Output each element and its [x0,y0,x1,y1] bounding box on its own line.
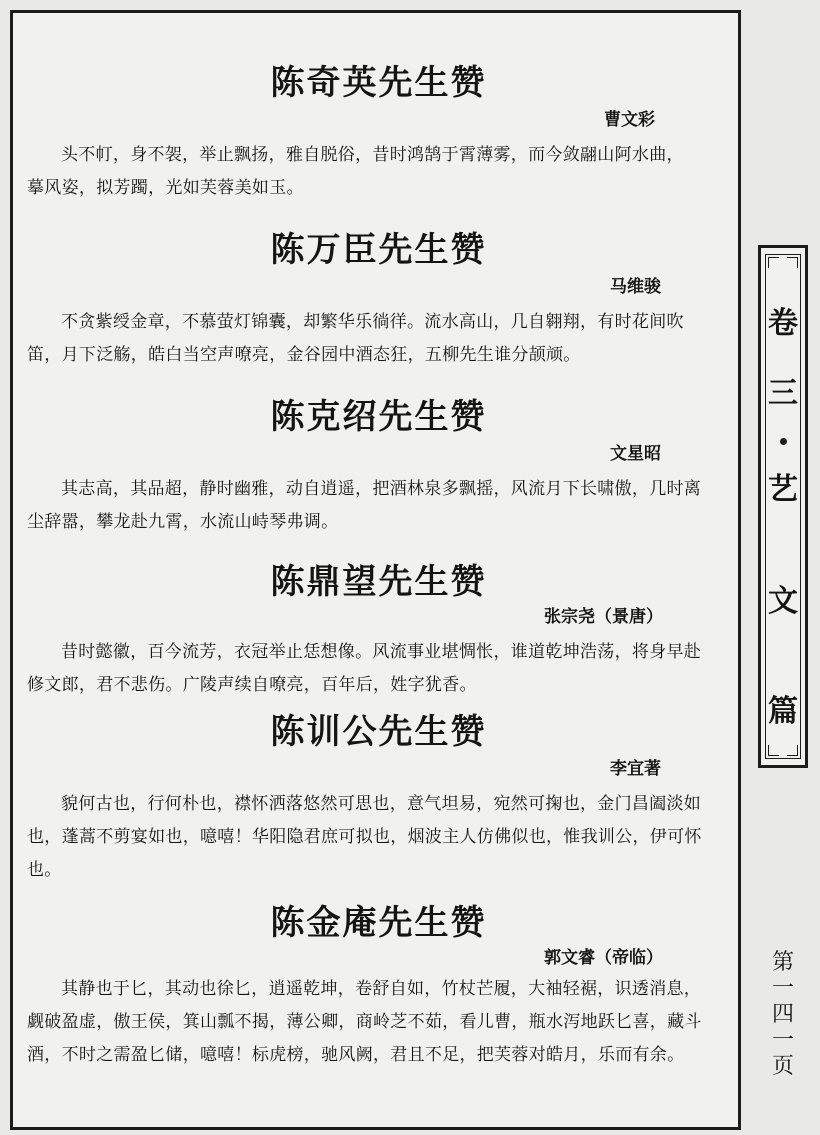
entry-author: 曹文彩 [604,110,655,130]
chapter-char: 篇 [768,694,798,729]
page-number-char: 一 [771,1028,794,1053]
entry-title: 陈万臣先生赞 [270,230,487,270]
entry-body [27,473,732,539]
body-line: 貌何古也，行何朴也，襟怀洒落悠然可思也，意气坦易，宛然可掬也，金门昌阖淡如 [61,794,702,814]
body-line: 笛，月下泛觞，皓白当空声嘹亮，金谷园中酒态狂，五柳先生谁分颉颃。 [27,345,581,365]
corner-ornament [787,257,798,268]
entry-author: 郭文睿（帝临） [544,948,663,968]
chapter-char: 卷 [768,306,798,341]
entry [13,228,744,365]
entry [13,710,744,880]
chapter-char: 艺 [768,472,798,507]
entry-body [27,139,732,205]
body-line: 也。 [27,860,62,880]
body-line: 酒，不时之需盈匕储，噫嘻！标虎榜，驰风阙，君且不足，把芙蓉对皓月，乐而有余。 [27,1045,685,1065]
chapter-label-inner-border [765,254,801,759]
entry-title: 陈奇英先生赞 [270,63,487,103]
body-line: 修文郎，君不悲伤。广陵声续自嘹亮，百年后，姓字犹香。 [27,675,477,695]
body-line: 其静也于匕，其动也徐匕，逍遥乾坤，卷舒自如，竹杖芒履，大袖轻裾，识透消息， [61,979,702,999]
entry [13,560,744,695]
corner-ornament [768,745,779,756]
page-number-char: 四 [771,1002,794,1027]
entry [13,901,744,1065]
entry-author: 马维骏 [610,277,661,297]
entry-author: 张宗尧（景唐） [544,607,663,627]
entry-body [27,973,732,1072]
entry-author: 李宜著 [610,759,661,779]
body-line: 头不帄，身不袈，举止飘扬，雅自脱俗，昔时鸿鹄于霄薄雾，而今敛翮山阿水曲， [61,145,684,165]
chapter-label [758,245,808,768]
page-number [760,950,806,1080]
body-line: 觑破盈虚，傲王侯，箕山瓢不揭，薄公卿，商岭芝不茹，看儿曹，瓶水泻地跃匕喜，藏斗 [27,1012,702,1032]
corner-ornament [787,745,798,756]
entry [13,395,744,532]
body-line: 摹风姿，拟芳躅，光如芙蓉美如玉。 [27,178,304,198]
body-line: 其志高，其品超，静时幽雅，动自逍遥，把酒林泉多飘摇，风流月下长啸傲，几时离 [61,479,702,499]
entry [13,61,744,198]
page-number-char: 页 [771,1054,794,1079]
body-line: 昔时懿徽，百今流芳，衣冠举止恁想像。风流事业堪惆怅，谁道乾坤浩荡，将身早赴 [61,642,702,662]
body-line: 也，蓬蒿不剪宴如也，噫嘻！华阳隐君庶可拟也，烟波主人仿佛似也，惟我训公，伊可怀 [27,827,702,847]
page-number-char: 第 [771,950,794,975]
entry-title: 陈金庵先生赞 [270,903,487,943]
entry-title: 陈训公先生赞 [270,712,487,752]
separator-dot [780,438,787,445]
entry-title: 陈鼎望先生赞 [270,562,487,602]
entry-body [27,636,732,702]
entry-body [27,788,732,887]
chapter-char: 三 [768,376,798,411]
body-line: 尘辞嚣，攀龙赴九霄，水流山峙琴弗调。 [27,512,339,532]
body-line: 不贪紫绶金章，不慕萤灯锦囊，却繁华乐徜徉。流水高山，几自翱翔，有时花间吹 [61,312,684,332]
entry-author: 文星昭 [610,444,661,464]
corner-ornament [768,257,779,268]
chapter-char: 文 [768,584,798,619]
entry-body [27,306,732,372]
page-frame [10,10,741,1130]
entry-title: 陈克绍先生赞 [270,397,487,437]
page-number-char: 一 [771,976,794,1001]
